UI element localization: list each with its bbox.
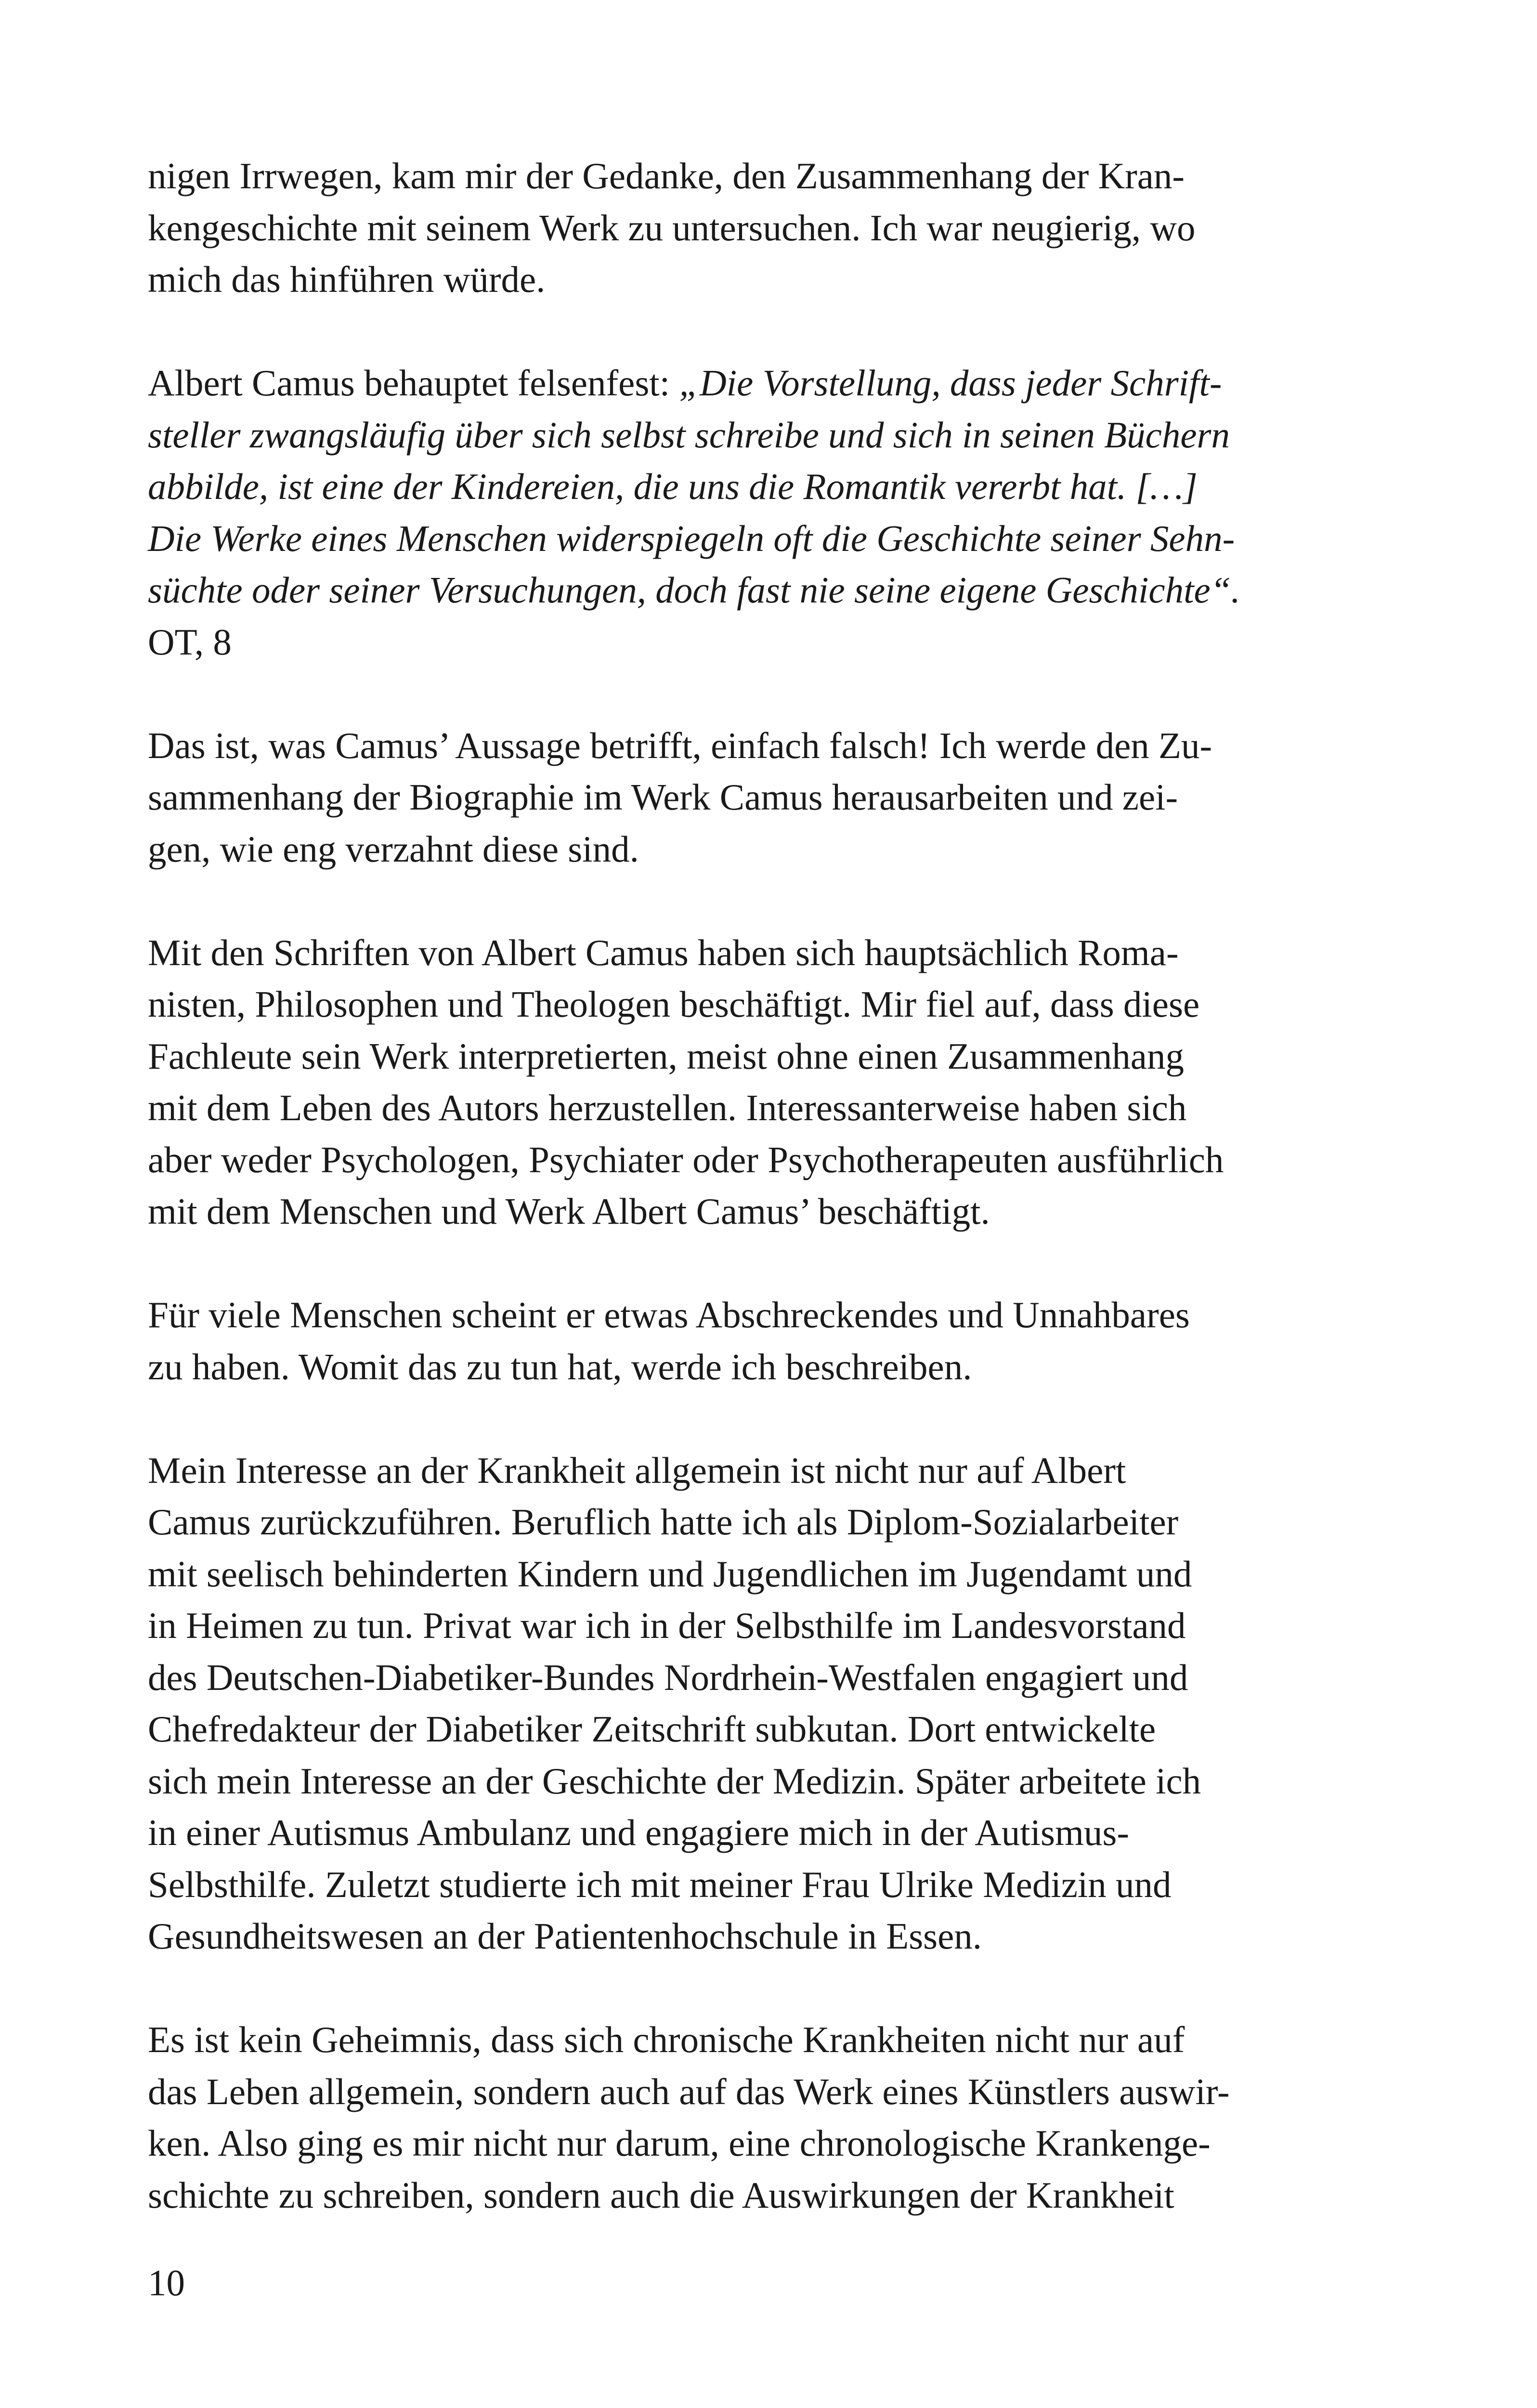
text-line: Mein Interesse an der Krankheit allgemein ist nicht nur auf Albert [148,1449,1126,1491]
text-line: in einer Autismus Ambulanz und engagiere mich in der Autismus- [148,1812,1130,1853]
quote-text-line: steller zwangsläufig über sich selbst schreibe und sich in seinen Büchern [148,414,1230,456]
text-line: Gesundheitswesen an der Patientenhochschule in Essen. [148,1915,982,1957]
quote-text-line: Die Werke eines Menschen widerspiegeln oft die Geschichte seiner Sehn- [148,517,1235,559]
text-line: das Leben allgemein, sondern auch auf das Werk eines Künstlers auswir- [148,2070,1230,2112]
paragraph-3 [148,720,1294,876]
text-line: gen, wie eng verzahnt diese sind. [148,828,639,870]
body-text [148,150,1294,2273]
quote-text: „Die Vorstellung, dass jeder Schrift- [679,362,1222,404]
quote-text-line: süchte oder seiner Versuchungen, doch fast nie seine eigene Geschichte“. [148,569,1240,611]
text-line: nisten, Philosophen und Theologen beschäftigt. Mir fiel auf, dass diese [148,983,1200,1025]
text-line: Camus zurückzuführen. Beruflich hatte ich als Diplom-Sozialarbeiter [148,1501,1179,1543]
text-line: in Heimen zu tun. Privat war ich in der Selbsthilfe im Landesvorstand [148,1605,1186,1646]
text-line: nigen Irrwegen, kam mir der Gedanke, den Zusammenhang der Kran- [148,155,1185,196]
text-line: Chefredakteur der Diabetiker Zeitschrift subkutan. Dort entwickelte [148,1708,1156,1750]
text-line [148,357,1294,409]
text-line: Das ist, was Camus’ Aussage betrifft, einfach falsch! Ich werde den Zu- [148,724,1212,766]
text-line: Es ist kein Geheimnis, dass sich chronische Krankheiten nicht nur auf [148,2019,1185,2060]
text-line: mit dem Menschen und Werk Albert Camus’ beschäftigt. [148,1191,990,1232]
text-line: schichte zu schreiben, sondern auch die Auswirkungen der Krankheit [148,2174,1174,2216]
quote-intro: Albert Camus behauptet felsenfest: [148,362,679,404]
paragraph-7 [148,2014,1294,2221]
text-line: Selbsthilfe. Zuletzt studierte ich mit meiner Frau Ulrike Medizin und [148,1863,1172,1905]
paragraph-1 [148,150,1294,306]
paragraph-6 [148,1445,1294,1963]
text-line: mit dem Leben des Autors herzustellen. Interessanterweise haben sich [148,1087,1187,1128]
quote-citation: OT, 8 [148,621,232,663]
paragraph-4 [148,927,1294,1238]
text-line: Für viele Menschen scheint er etwas Abschreckendes und Unnahbares [148,1294,1190,1335]
text-line: kengeschichte mit seinem Werk zu untersuchen. Ich war neugierig, wo [148,207,1196,249]
text-line: sich mein Interesse an der Geschichte der Medizin. Später arbeitete ich [148,1760,1201,1802]
text-line: aber weder Psychologen, Psychiater oder Psychotherapeuten ausführlich [148,1139,1224,1180]
quote-text-line: abbilde, ist eine der Kindereien, die uns die Romantik vererbt hat. […] [148,466,1198,507]
text-line: Mit den Schriften von Albert Camus haben sich hauptsächlich Roma- [148,931,1179,973]
text-line: sammenhang der Biographie im Werk Camus herausarbeiten und zei- [148,776,1178,818]
text-line: Fachleute sein Werk interpretierten, meist ohne einen Zusammenhang [148,1035,1184,1077]
text-line: ken. Also ging es mir nicht nur darum, eine chronologische Krankenge- [148,2122,1211,2164]
text-line: mich das hinführen würde. [148,259,546,300]
text-line: mit seelisch behinderten Kindern und Jugendlichen im Jugendamt und [148,1553,1192,1595]
paragraph-2-quote [148,357,1294,668]
text-line: des Deutschen-Diabetiker-Bundes Nordrhein-Westfalen engagiert und [148,1656,1188,1698]
page-number: 10 [148,2262,185,2303]
text-line: zu haben. Womit das zu tun hat, werde ich beschreiben. [148,1346,972,1387]
paragraph-5 [148,1289,1294,1393]
